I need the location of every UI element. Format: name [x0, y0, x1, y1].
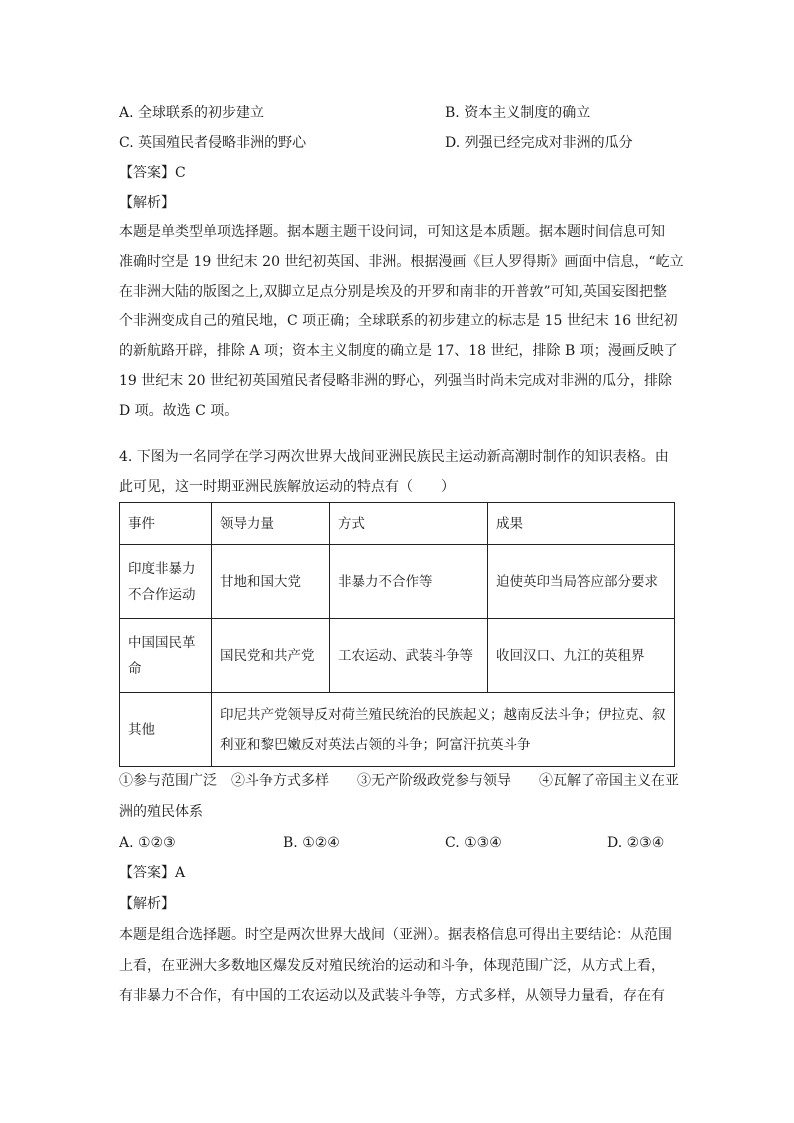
q3-analysis-heading: 【解析】	[119, 195, 175, 211]
q4-answer: 【答案】A	[119, 865, 186, 881]
q4-statements-line: ①参与范围广泛 ②斗争方式多样 ③无产阶级政党参与领导 ④瓦解了帝国主义在亚	[119, 773, 679, 789]
q4-statements-line: 洲的殖民体系	[119, 804, 203, 820]
table-row	[120, 545, 675, 619]
table-cell-method: 工农运动、武装斗争等	[330, 619, 488, 693]
q4-analysis-line: 本题是组合选择题。时空是两次世界大战间（亚洲）。据表格信息可得出主要结论：从范围	[119, 927, 672, 943]
table-cell-other-text: 印尼共产党领导反对荷兰殖民统治的民族起义；越南反法斗争；伊拉克、叙利亚和黎巴嫩反对英法占领的斗争；阿富汗抗英斗争	[212, 693, 675, 767]
q3-analysis-line: 19 世纪末 20 世纪初英国殖民者侵略非洲的野心，列强当时尚未完成对非洲的瓜分，排除	[119, 373, 672, 389]
table-header-result: 成果	[488, 503, 675, 545]
q3-analysis-line: 本题是单类型单项选择题。据本题主题干设问词，可知这是本质题。据本题时间信息可知	[119, 224, 665, 240]
q4-stem-line: 4. 下图为一名同学在学习两次世界大战间亚洲民族民主运动新高潮时制作的知识表格。由	[119, 449, 669, 465]
q4-option-d: D. ②③④	[607, 835, 665, 851]
q3-analysis-line: 的新航路开辟，排除 A 项；资本主义制度的确立是 17、18 世纪，排除 B 项；漫画反映了	[119, 343, 678, 359]
q4-option-c: C. ①③④	[445, 835, 502, 851]
table-cell-method: 非暴力不合作等	[330, 545, 488, 619]
table-cell-other-label: 其他	[120, 693, 212, 767]
q3-analysis-line: 准确时空是 19 世纪末 20 世纪初英国、非洲。根据漫画《巨人罗得斯》画面中信息，“屹立	[119, 254, 684, 270]
knowledge-table	[119, 502, 675, 767]
q3-option-b: B. 资本主义制度的确立	[445, 105, 591, 121]
table-header-leader: 领导力量	[212, 503, 330, 545]
q4-analysis-line: 有非暴力不合作，有中国的工农运动以及武装斗争等，方式多样，从领导力量看，存在有	[119, 988, 665, 1004]
table-row	[120, 619, 675, 693]
q4-analysis-line: 上看，在亚洲大多数地区爆发反对殖民统治的运动和斗争，体现范围广泛，从方式上看，	[119, 958, 665, 974]
table-cell-leader: 国民党和共产党	[212, 619, 330, 693]
q4-option-b: B. ①②④	[283, 835, 340, 851]
q4-option-a: A. ①②③	[119, 835, 176, 851]
table-cell-event: 中国国民革命	[120, 619, 212, 693]
q3-analysis-line: D 项。故选 C 项。	[119, 403, 239, 419]
q3-option-d: D. 列强已经完成对非洲的瓜分	[445, 135, 633, 151]
q3-option-c: C. 英国殖民者侵略非洲的野心	[119, 135, 307, 151]
table-cell-event: 印度非暴力不合作运动	[120, 545, 212, 619]
table-header-method: 方式	[330, 503, 488, 545]
q4-stem-line: 此可见，这一时期亚洲民族解放运动的特点有（ ）	[119, 479, 455, 495]
table-row-other	[120, 693, 675, 767]
table-header-event: 事件	[120, 503, 212, 545]
q3-analysis-line: 在非洲大陆的版图之上,双脚立足点分别是埃及的开罗和南非的开普敦”可知,英国妄图把整	[119, 284, 668, 300]
table-cell-leader: 甘地和国大党	[212, 545, 330, 619]
table-cell-result: 迫使英印当局答应部分要求	[488, 545, 675, 619]
q3-answer: 【答案】C	[119, 165, 186, 181]
q3-analysis-line: 个非洲变成自己的殖民地，C 项正确；全球联系的初步建立的标志是 15 世纪末 16 世纪初	[119, 313, 678, 329]
table-header-row	[120, 503, 675, 545]
q4-analysis-heading: 【解析】	[119, 896, 175, 912]
q3-option-a: A. 全球联系的初步建立	[119, 105, 265, 121]
table-cell-result: 收回汉口、九江的英租界	[488, 619, 675, 693]
